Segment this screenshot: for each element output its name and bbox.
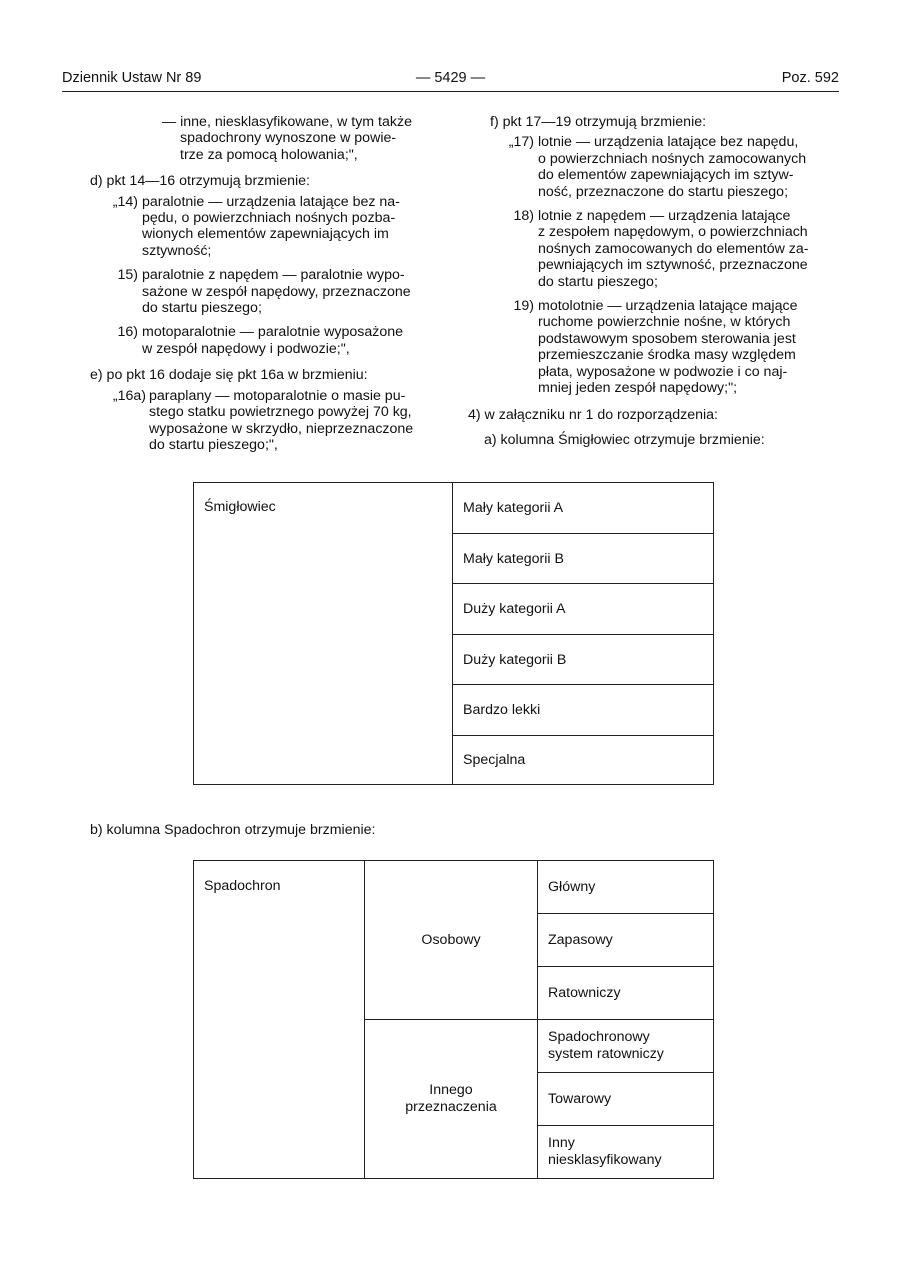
- continuation-item: [90, 114, 442, 163]
- item-19: [468, 298, 840, 396]
- position-number: Poz. 592: [781, 70, 839, 86]
- right-column: [468, 114, 840, 448]
- parachute-table: [193, 860, 714, 1179]
- item-14: [90, 194, 442, 260]
- item-18: [468, 208, 840, 290]
- point-d-intro: d) pkt 14—16 otrzymują brzmienie:: [90, 173, 310, 190]
- cell-line: Towarowy: [548, 1090, 612, 1107]
- helicopter-heading: Śmigłowiec: [204, 499, 276, 515]
- group-label: Osobowy: [421, 931, 481, 948]
- header-rule: [62, 91, 839, 92]
- point-4-intro: 4) w załączniku nr 1 do rozporządzenia:: [468, 406, 718, 423]
- text-line: ruchome powierzchnie nośne, w których: [538, 314, 791, 331]
- text-line: — inne, niesklasyfikowane, w tym także: [162, 114, 412, 130]
- item-16: [90, 324, 442, 357]
- text-line: spadochrony wynoszone w powie-: [180, 130, 397, 147]
- group-label: przeznaczenia: [405, 1099, 497, 1115]
- text-line: motolotnie — urządzenia latające mające: [538, 298, 798, 315]
- text-line: pewniających im sztywność, przeznaczone: [538, 257, 808, 274]
- item-17: [468, 134, 840, 200]
- table-cell: Mały kategorii A: [453, 483, 714, 534]
- point-b-intro: b) kolumna Spadochron otrzymuje brzmienie:: [90, 822, 376, 838]
- table-cell: Zapasowy: [538, 914, 714, 967]
- table-cell: Ratowniczy: [538, 967, 714, 1020]
- text-line: podstawowym sposobem sterowania jest: [538, 330, 796, 347]
- text-line: o powierzchniach nośnych zamocowanych: [538, 150, 807, 167]
- text-line: stego statku powietrznego powyżej 70 kg,: [149, 404, 412, 421]
- text-line: lotnie z napędem — urządzenia latające: [538, 208, 791, 225]
- table-cell: Główny: [538, 861, 714, 914]
- text-line: w zespół napędowy i podwozie;",: [142, 340, 350, 357]
- text-line: mniej jeden zespół napędowy;";: [538, 380, 738, 397]
- cell-line: system ratowniczy: [548, 1046, 664, 1062]
- parachute-heading-cell: [194, 861, 365, 1179]
- item-16a: [90, 388, 442, 454]
- item-number: 19): [513, 298, 534, 315]
- cell-line: Spadochronowy: [548, 1029, 650, 1045]
- item-number: „16a): [112, 387, 146, 404]
- page-header: [62, 70, 839, 88]
- table-cell: [538, 1073, 714, 1126]
- text-line: do startu pieszego;: [142, 300, 262, 317]
- text-line: paralotnie z napędem — paralotnie wypo-: [142, 267, 405, 284]
- table-cell: Bardzo lekki: [453, 685, 714, 736]
- group-osobowy-cell: [365, 861, 538, 1020]
- text-line: paralotnie — urządzenia latające bez na-: [142, 193, 400, 210]
- group-label: Innego: [429, 1082, 473, 1098]
- cell-line: Inny: [548, 1135, 575, 1151]
- text-line: do startu pieszego;: [538, 273, 658, 290]
- text-line: paraplany — motoparalotnie o masie pu-: [149, 387, 406, 404]
- text-line: sztywność;: [142, 242, 212, 259]
- cell-line: niesklasyfikowany: [548, 1152, 662, 1168]
- text-line: wyposażone w skrzydło, nieprzeznaczone: [149, 420, 414, 437]
- item-number: 16): [117, 324, 138, 341]
- point-a-intro: a) kolumna Śmigłowiec otrzymuje brzmienie:: [484, 431, 765, 448]
- text-line: sażone w zespół napędowy, przeznaczone: [142, 283, 411, 300]
- left-column: [90, 114, 442, 453]
- item-number: „17): [508, 134, 534, 151]
- item-15: [90, 267, 442, 316]
- text-line: z zespołem napędowym, o powierzchniach: [538, 224, 808, 241]
- item-number: „14): [112, 193, 138, 210]
- item-number: 15): [117, 267, 138, 284]
- text-line: do startu pieszego;",: [149, 436, 278, 453]
- text-line: motoparalotnie — paralotnie wyposażone: [142, 324, 404, 341]
- table-cell: [538, 1020, 714, 1073]
- table-cell: Specjalna: [453, 736, 714, 785]
- point-f-intro: f) pkt 17—19 otrzymują brzmienie:: [490, 114, 707, 130]
- text-line: płata, wyposażone w podwozie i co naj-: [538, 363, 788, 380]
- table-cell: Duży kategorii B: [453, 635, 714, 685]
- text-line: trze za pomocą holowania;",: [180, 146, 358, 163]
- text-line: do elementów zapewniających im sztyw-: [538, 167, 794, 184]
- text-line: wionych elementów zapewniających im: [142, 226, 389, 243]
- text-line: ność, przeznaczone do startu pieszego;: [538, 183, 789, 200]
- helicopter-heading-cell: [194, 483, 453, 785]
- helicopter-table: [193, 482, 714, 785]
- parachute-heading: Spadochron: [204, 878, 281, 894]
- text-line: nośnych zamocowanych do elementów za-: [538, 240, 809, 257]
- text-line: pędu, o powierzchniach nośnych pozba-: [142, 210, 396, 227]
- table-cell: Mały kategorii B: [453, 534, 714, 584]
- point-e-intro: e) po pkt 16 dodaje się pkt 16a w brzmieniu:: [90, 367, 368, 384]
- text-line: lotnie — urządzenia latające bez napędu,: [538, 134, 799, 151]
- group-innego-cell: [365, 1020, 538, 1179]
- table-cell: [538, 1126, 714, 1179]
- journal-title: Dziennik Ustaw Nr 89: [62, 70, 202, 86]
- item-number: 18): [513, 208, 534, 225]
- text-line: przemieszczanie środka masy względem: [538, 347, 796, 364]
- table-cell: Duży kategorii A: [453, 584, 714, 635]
- page-number: — 5429 —: [415, 70, 486, 86]
